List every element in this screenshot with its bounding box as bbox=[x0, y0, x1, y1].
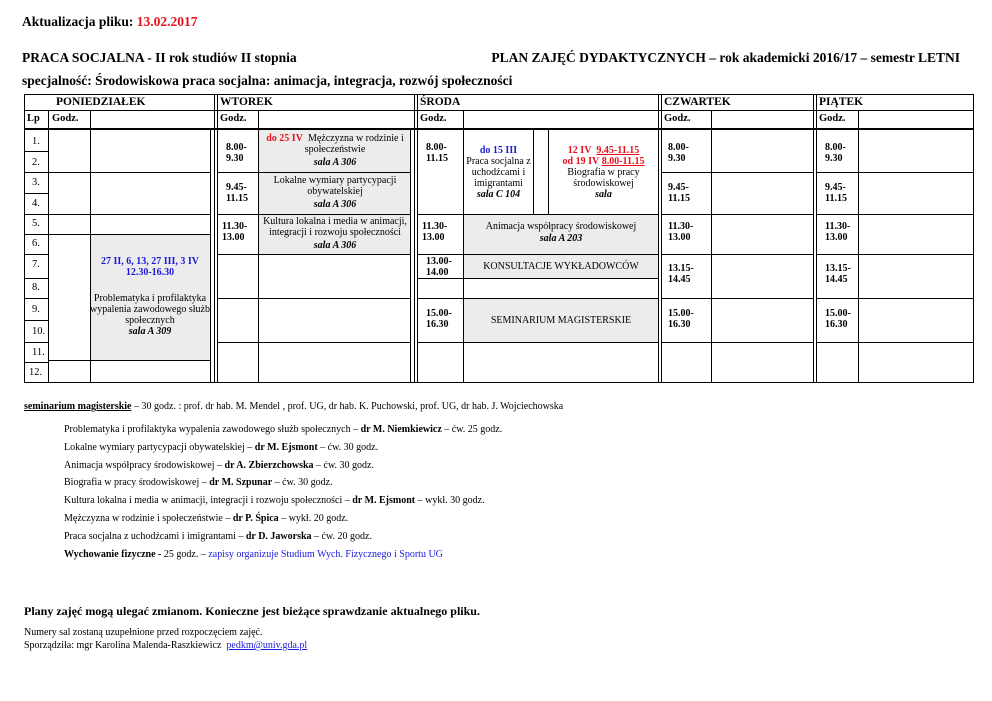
wednesday-b-time2: 8.00-11.15 bbox=[601, 156, 645, 167]
wednesday-time-4: 15.00- 16.30 bbox=[426, 308, 452, 330]
wednesday-b-time1: 9.45-11.15 bbox=[596, 145, 640, 156]
godz-header-monday: Godz. bbox=[52, 113, 79, 124]
tuesday-time-1: 8.00- 9.30 bbox=[226, 142, 247, 164]
author-label: Sporządziła: mgr Karolina Malenda-Raszkiewicz bbox=[24, 640, 222, 651]
program-title: PRACA SOCJALNA - II rok studiów II stopnia bbox=[22, 50, 297, 65]
author-email-link[interactable]: pedkm@univ.gda.pl bbox=[226, 640, 308, 651]
schedule-warning: Plany zajęć mogą ulegać zmianom. Konieczne jest bieżące sprawdzanie aktualnego pliku. bbox=[24, 604, 480, 618]
author-line bbox=[24, 640, 307, 651]
godz-header-tuesday: Godz. bbox=[220, 113, 247, 124]
tuesday-course-1-name: Mężczyzna w rodzinie i społeczeństwie bbox=[304, 133, 404, 155]
row-number: 2. bbox=[32, 157, 40, 168]
day-header-friday: PIĄTEK bbox=[819, 96, 864, 108]
wednesday-time-2: 11.30- 13.00 bbox=[422, 221, 448, 243]
pe-note: zapisy organizuje Studium Wych. Fizycznego i Sportu UG bbox=[208, 548, 443, 560]
tuesday-course-3: Kultura lokalna i media w animacji, integracji i rozwoju społeczności bbox=[263, 216, 407, 238]
tuesday-room-3: sala A 306 bbox=[313, 240, 357, 251]
wednesday-a-dates: do 15 III bbox=[479, 145, 518, 156]
wednesday-course-2: Animacja współpracy środowiskowej bbox=[485, 221, 637, 232]
thursday-time-3: 11.30- 13.00 bbox=[668, 221, 694, 243]
course-item: Animacja współpracy środowiskowej – dr A. Zbierzchowska – ćw. 30 godz. bbox=[64, 459, 374, 471]
wednesday-time-1: 8.00- 11.15 bbox=[426, 142, 448, 164]
seminar-line bbox=[24, 401, 563, 412]
thursday-time-5: 15.00- 16.30 bbox=[668, 308, 694, 330]
row-number: 8. bbox=[32, 282, 40, 293]
row-number: 9. bbox=[32, 304, 40, 315]
update-date: 13.02.2017 bbox=[136, 14, 198, 29]
monday-course: Problematyka i profilaktyka wypalenia zawodowego służb społecznych bbox=[90, 293, 210, 326]
wednesday-b-date1: 12 IV bbox=[567, 145, 592, 156]
specialty-value: Środowiskowa praca socjalna: animacja, integracja, rozwój społeczności bbox=[95, 73, 513, 88]
row-number: 10. bbox=[32, 326, 46, 337]
pe-item: Wychowanie fizyczne - 25 godz. – zapisy organizuje Studium Wych. Fizycznego i Sportu UG bbox=[64, 548, 443, 560]
wednesday-course-4: SEMINARIUM MAGISTERSKIE bbox=[490, 315, 632, 326]
friday-time-1: 8.00- 9.30 bbox=[825, 142, 846, 164]
day-header-monday: PONIEDZIAŁEK bbox=[56, 96, 146, 108]
row-number: 7. bbox=[32, 259, 40, 270]
tuesday-time-2: 9.45- 11.15 bbox=[226, 182, 248, 204]
row-number: 1. bbox=[32, 136, 40, 147]
thursday-time-4: 13.15- 14.45 bbox=[668, 263, 694, 285]
plan-title: PLAN ZAJĘĆ DYDAKTYCZNYCH – rok akademicki 2016/17 – semestr LETNI bbox=[491, 50, 960, 65]
tuesday-course-1-until: do 25 IV bbox=[266, 133, 303, 144]
wednesday-course-3: KONSULTACJE WYKŁADOWCÓW bbox=[483, 261, 639, 272]
lp-header: Lp bbox=[27, 113, 40, 124]
rooms-note: Numery sal zostaną uzupełnione przed rozpoczęciem zajęć. bbox=[24, 627, 263, 638]
tuesday-room-2: sala A 306 bbox=[313, 199, 357, 210]
seminar-text: – 30 godz. : prof. dr hab. M. Mendel , prof. UG, dr hab. K. Puchowski, prof. UG, dr hab. J. Wojciechowska bbox=[131, 401, 564, 412]
course-item: Problematyka i profilaktyka wypalenia zawodowego służb społecznych – dr M. Niemkiewicz – ćw. 25 godz. bbox=[64, 424, 503, 435]
day-header-thursday: CZWARTEK bbox=[664, 96, 731, 108]
monday-room: sala A 309 bbox=[128, 326, 172, 337]
godz-header-wednesday: Godz. bbox=[420, 113, 447, 124]
update-line bbox=[22, 14, 198, 30]
wednesday-b-course: Biografia w pracy środowiskowej bbox=[567, 167, 640, 189]
row-number: 5. bbox=[32, 218, 40, 229]
tuesday-time-3: 11.30- 13.00 bbox=[222, 221, 248, 243]
wednesday-a-course: Praca socjalna z uchodźcami i imigrantami bbox=[466, 156, 531, 189]
friday-time-4: 13.15- 14.45 bbox=[825, 263, 851, 285]
monday-dates: 27 II, 6, 13, 27 III, 3 IV bbox=[100, 256, 200, 267]
specialty-label: specjalność: bbox=[22, 73, 92, 88]
wednesday-room-2: sala A 203 bbox=[539, 233, 583, 244]
godz-header-friday: Godz. bbox=[819, 113, 846, 124]
course-item: Praca socjalna z uchodźcami i imigrantami – dr D. Jaworska – ćw. 20 godz. bbox=[64, 530, 372, 542]
seminar-label: seminarium magisterskie bbox=[24, 401, 132, 412]
friday-time-2: 9.45- 11.15 bbox=[825, 182, 847, 204]
monday-time: 12.30-16.30 bbox=[125, 267, 175, 278]
wednesday-b-line2 bbox=[549, 156, 658, 167]
tuesday-course-1 bbox=[259, 133, 411, 155]
wednesday-time-3: 13.00- 14.00 bbox=[426, 256, 452, 278]
godz-header-thursday: Godz. bbox=[664, 113, 691, 124]
course-item: Lokalne wymiary partycypacji obywatelskiej – dr M. Ejsmont – ćw. 30 godz. bbox=[64, 441, 379, 453]
course-item: Kultura lokalna i media w animacji, integracji i rozwoju społeczności – dr M. Ejsmont – wykł. 30 godz. bbox=[64, 495, 485, 507]
course-item: Biografia w pracy środowiskowej – dr M. Szpunar – ćw. 30 godz. bbox=[64, 477, 333, 489]
day-header-tuesday: WTOREK bbox=[220, 96, 273, 108]
row-number: 12. bbox=[29, 367, 43, 378]
thursday-time-2: 9.45- 11.15 bbox=[668, 182, 690, 204]
row-number: 4. bbox=[32, 198, 40, 209]
day-header-wednesday: ŚRODA bbox=[420, 96, 461, 108]
friday-time-5: 15.00- 16.30 bbox=[825, 308, 851, 330]
row-number: 6. bbox=[32, 238, 40, 249]
friday-time-3: 11.30- 13.00 bbox=[825, 221, 851, 243]
wednesday-a-room: sala C 104 bbox=[476, 189, 521, 200]
courses-list bbox=[64, 421, 502, 563]
thursday-time-1: 8.00- 9.30 bbox=[668, 142, 689, 164]
update-label: Aktualizacja pliku: bbox=[22, 14, 134, 29]
specialty-line bbox=[22, 73, 512, 89]
wednesday-b-line1 bbox=[549, 145, 658, 156]
wednesday-b-room: sala bbox=[595, 189, 612, 200]
row-number: 3. bbox=[32, 177, 40, 188]
wednesday-b-date2: od 19 IV bbox=[562, 156, 600, 167]
course-item: Mężczyzna w rodzinie i społeczeństwie – dr P. Śpica – wykł. 20 godz. bbox=[64, 512, 349, 524]
tuesday-room-1: sala A 306 bbox=[313, 157, 357, 168]
row-number: 11. bbox=[32, 347, 45, 358]
tuesday-course-2: Lokalne wymiary partycypacji obywatelskiej bbox=[273, 175, 397, 197]
